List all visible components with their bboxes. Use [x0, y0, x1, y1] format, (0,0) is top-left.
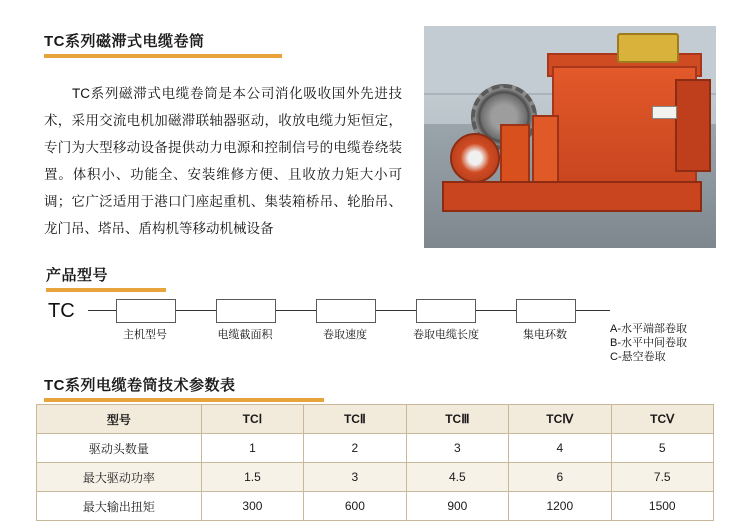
table-row [37, 434, 714, 463]
photo-control-panel [675, 79, 711, 172]
cell-r2-c3: 900 [406, 492, 508, 521]
model-box-winding-speed[interactable] [316, 299, 376, 323]
cell-r2-c1: 300 [201, 492, 303, 521]
photo-cable-drum [450, 133, 500, 183]
table-row [37, 492, 714, 521]
table-header-cell-5: TCⅤ [611, 405, 713, 434]
product-photo [424, 26, 716, 248]
model-heading-text: 产品型号 [46, 267, 109, 284]
cell-r0-c4: 4 [509, 434, 611, 463]
model-caption-winding-speed: 卷取速度 [323, 329, 367, 341]
model-legend-c: C-悬空卷取 [610, 351, 666, 363]
cell-r0-c3: 3 [406, 434, 508, 463]
spec-table [36, 404, 714, 521]
cell-r0-c2: 2 [304, 434, 406, 463]
model-box-cable-length[interactable] [416, 299, 476, 323]
table-heading [44, 374, 324, 402]
cell-r2-c5: 1500 [611, 492, 713, 521]
model-heading-underline [46, 288, 166, 292]
cell-r2-c4: 1200 [509, 492, 611, 521]
table-header-cell-0: 型号 [37, 405, 202, 434]
table-heading-underline [44, 398, 324, 402]
model-legend-a: A-水平端部卷取 [610, 323, 687, 335]
table-header-cell-1: TCⅠ [201, 405, 303, 434]
intro-paragraph: TC系列磁滞式电缆卷筒是本公司消化吸收国外先进技术，采用交流电机加磁滞联轴器驱动，收放电缆力矩恒定，专门为大型移动设备提供动力电源和控制信号的电缆卷绕装置。体积小、功能全、安装维修方便、且收放力矩大小可调；它广泛适用于港口门座起重机、集装箱桥吊、轮胎吊、龙门吊、塔吊、盾构机等移动机械设备 [44, 85, 402, 236]
cell-r0-c5: 5 [611, 434, 713, 463]
intro-heading [44, 30, 282, 58]
table-header-cell-3: TCⅢ [406, 405, 508, 434]
table-heading-text: TC系列电缆卷筒技术参数表 [44, 377, 236, 394]
model-connector-3 [374, 310, 416, 311]
cell-r1-c1: 1.5 [201, 463, 303, 492]
model-connector-0 [88, 310, 116, 311]
cell-r2-c2: 600 [304, 492, 406, 521]
intro-heading-underline [44, 54, 282, 58]
table-header-cell-2: TCⅡ [304, 405, 406, 434]
row-label-drive-heads: 驱动头数量 [37, 434, 202, 463]
table-header-cell-4: TCⅣ [509, 405, 611, 434]
model-connector-4 [474, 310, 516, 311]
cell-r1-c4: 6 [509, 463, 611, 492]
cell-r0-c1: 1 [201, 434, 303, 463]
row-label-max-power: 最大驱动功率 [37, 463, 202, 492]
model-prefix-label: TC [48, 300, 75, 322]
intro-heading-text: TC系列磁滞式电缆卷筒 [44, 33, 205, 50]
model-connector-5 [574, 310, 610, 311]
model-caption-cable-section: 电缆截面积 [217, 329, 273, 341]
model-box-host-type[interactable] [116, 299, 176, 323]
model-connector-1 [174, 310, 216, 311]
photo-drive-head-1 [500, 124, 530, 190]
model-caption-cable-length: 卷取电缆长度 [413, 329, 479, 341]
model-box-slip-rings[interactable] [516, 299, 576, 323]
cell-r1-c5: 7.5 [611, 463, 713, 492]
model-connector-2 [274, 310, 316, 311]
cell-r1-c2: 3 [304, 463, 406, 492]
model-caption-slip-rings: 集电环数 [523, 329, 567, 341]
model-box-cable-section[interactable] [216, 299, 276, 323]
row-label-max-torque: 最大输出扭矩 [37, 492, 202, 521]
photo-motor [617, 33, 679, 64]
table-header-row [37, 405, 714, 434]
photo-drive-head-2 [532, 115, 559, 190]
model-heading [46, 264, 166, 292]
cell-r1-c3: 4.5 [406, 463, 508, 492]
model-caption-host-type: 主机型号 [123, 329, 167, 341]
photo-base-frame [442, 181, 703, 212]
table-row [37, 463, 714, 492]
model-code-diagram [44, 296, 704, 363]
photo-name-plate [652, 106, 677, 119]
model-legend-b: B-水平中间卷取 [610, 337, 687, 349]
